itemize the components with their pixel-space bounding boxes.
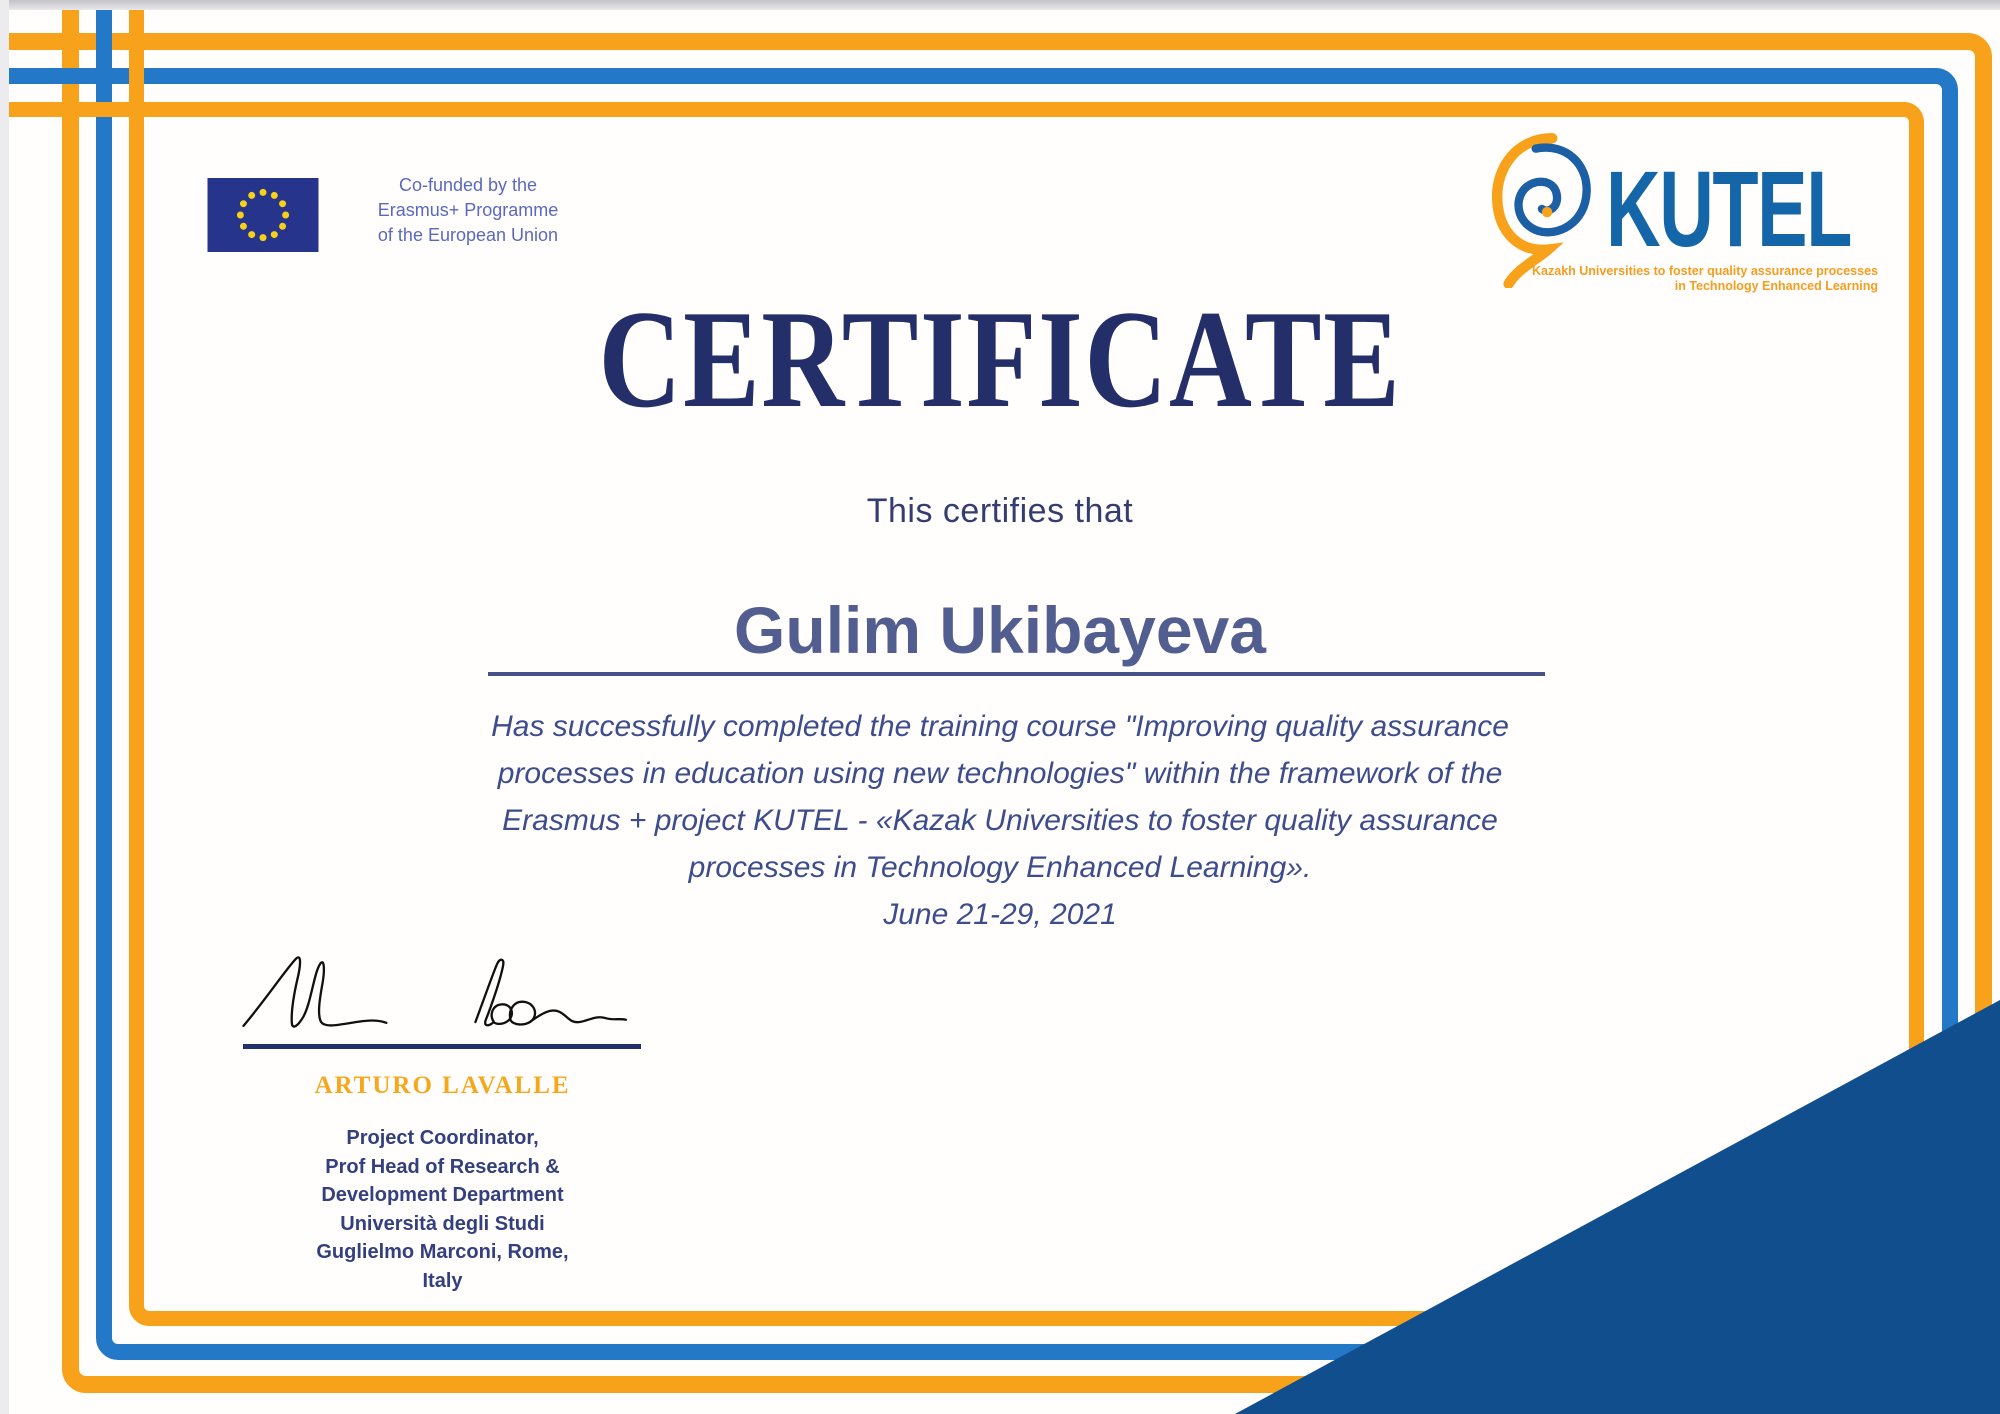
signer-title-line: Prof Head of Research & — [325, 1155, 560, 1178]
eu-flag-icon — [205, 178, 321, 252]
border-extension-horizontal-blue — [8, 68, 98, 84]
window-top-edge — [0, 0, 2000, 10]
border-extension-vertical-blue — [96, 8, 112, 71]
signature-scribble — [222, 933, 652, 1045]
kutel-tagline-line: Kazakh Universities to foster quality assurance processes — [1532, 264, 1878, 278]
kutel-tagline-line: in Technology Enhanced Learning — [1674, 279, 1878, 293]
border-extension-horizontal-outer — [8, 33, 64, 50]
certificate-subtitle: This certifies that — [866, 492, 1134, 530]
name-underline — [488, 672, 1545, 676]
window-left-edge — [0, 0, 9, 1414]
recipient-name: Gulim Ukibayeva — [734, 593, 1266, 667]
signer-title-block — [150, 1124, 735, 1295]
signer-name: ARTURO LAVALLE — [314, 1072, 571, 1099]
border-extension-vertical-outer — [62, 8, 79, 36]
border-extension-horizontal-inner — [8, 102, 131, 117]
signer-title-line: Development Department — [321, 1184, 564, 1206]
body-line: processes in Technology Enhanced Learning». — [688, 851, 1312, 884]
kutel-wordmark: KUTEL — [1606, 148, 1851, 269]
eu-text-line: Co-funded by the — [398, 175, 538, 195]
body-line: Erasmus + project KUTEL - «Kazak Universities to foster quality assurance — [502, 804, 1498, 837]
course-dates: June 21-29, 2021 — [883, 898, 1117, 931]
eu-text-line: of the European Union — [377, 225, 559, 245]
body-line: Has successfully completed the training course "Improving quality assurance — [491, 710, 1509, 743]
signer-title-line: Project Coordinator, — [346, 1127, 539, 1149]
eu-cofunded-text — [344, 173, 592, 248]
body-line: processes in education using new technologies" within the framework of the — [497, 757, 1503, 790]
signer-title-line: Università degli Studi — [340, 1212, 545, 1235]
signature-line — [243, 1044, 641, 1049]
certificate-body — [300, 703, 1700, 938]
signer-title-line: Italy — [422, 1269, 463, 1292]
border-extension-vertical-inner — [129, 8, 144, 105]
certificate-title: CERTIFICATE — [598, 282, 1402, 437]
signer-title-line: Guglielmo Marconi, Rome, — [316, 1241, 569, 1263]
eu-text-line: Erasmus+ Programme — [377, 200, 559, 220]
